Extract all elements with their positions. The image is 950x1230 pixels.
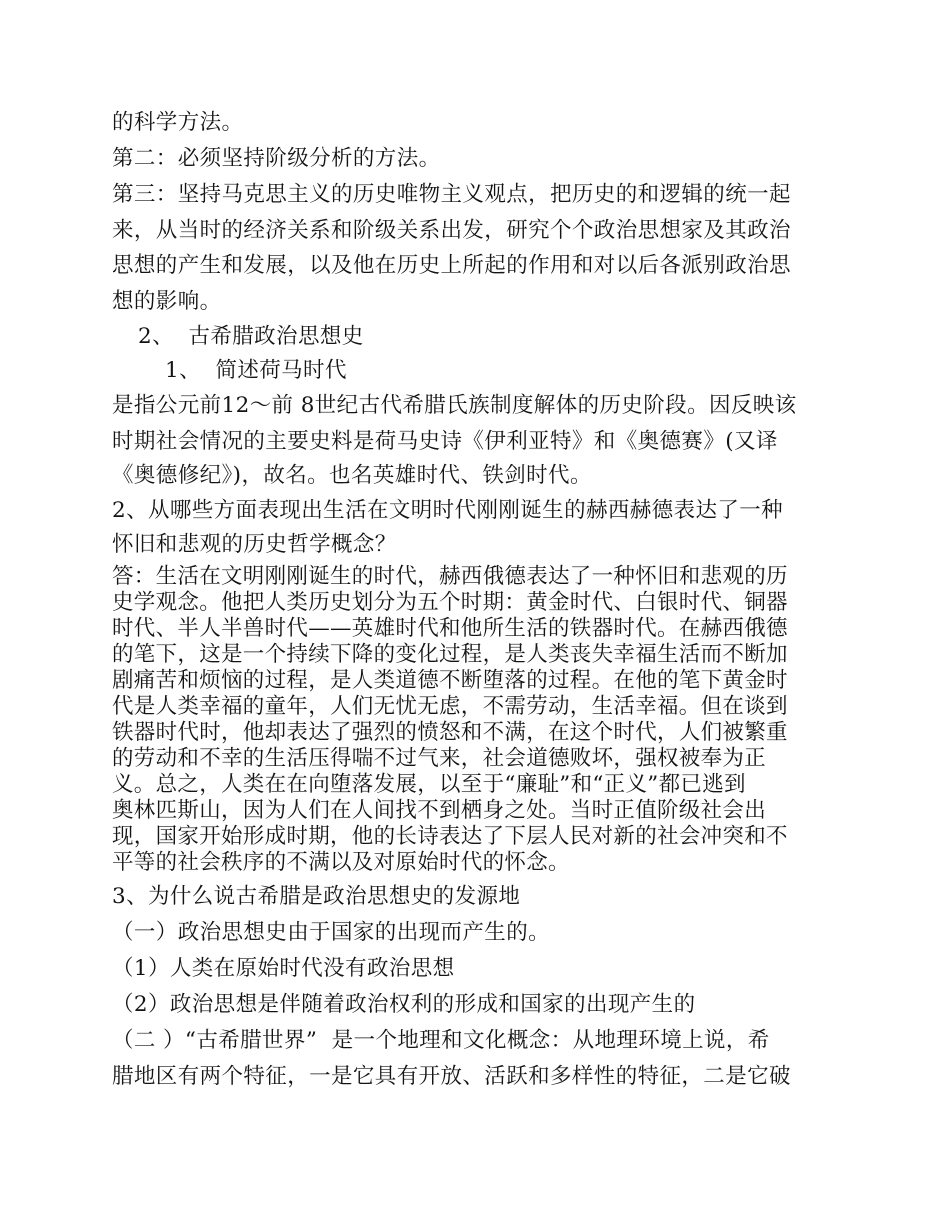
question-line: 2、从哪些方面表现出生活在文明时代刚刚诞生的赫西赫德表达了一种 bbox=[112, 498, 784, 523]
text-line: 的科学方法。 bbox=[112, 110, 244, 135]
text-line: 第三：坚持马克思主义的历史唯物主义观点，把历史的和逻辑的统一起 bbox=[112, 182, 791, 207]
answer-line: 平等的社会秩序的不满以及对原始时代的怀念。 bbox=[112, 850, 570, 875]
text-line: 来，从当时的经济关系和阶级关系出发，研究个个政治思想家及其政治 bbox=[112, 218, 791, 243]
answer-line: 铁器时代时，他却表达了强烈的愤怒和不满，在这个时代，人们被繁重 bbox=[112, 720, 788, 745]
answer-line: 现，国家开始形成时期，他的长诗表达了下层人民对新的社会冲突和不 bbox=[112, 824, 788, 849]
text-line: 时期社会情况的主要史料是荷马史诗《伊利亚特》和《奥德赛》(又译 bbox=[112, 429, 778, 454]
answer-line: 史学观念。他把人类历史划分为五个时期：黄金时代、白银时代、铜器 bbox=[112, 590, 788, 615]
text-line: （2）政治思想是伴随着政治权利的形成和国家的出现产生的 bbox=[112, 992, 696, 1017]
text-line: （一）政治思想史由于国家的出现而产生的。 bbox=[112, 920, 551, 945]
answer-line: 代是人类幸福的童年，人们无忧无虑，不需劳动，生活幸福。但在谈到 bbox=[112, 694, 788, 719]
text-line: 思想的产生和发展，以及他在历史上所起的作用和对以后各派别政治思 bbox=[112, 253, 791, 278]
question-line: 3、为什么说古希腊是政治思想史的发源地 bbox=[112, 884, 521, 909]
answer-line: 的笔下，这是一个持续下降的变化过程，是人类丧失幸福生活而不断加 bbox=[112, 642, 788, 667]
question-line: 怀旧和悲观的历史哲学概念？ bbox=[112, 532, 397, 557]
text-line: 腊地区有两个特征，一是它具有开放、活跃和多样性的特征，二是它破 bbox=[112, 1064, 791, 1089]
subsection-heading: 1、 简述荷马时代 bbox=[165, 358, 347, 383]
section-heading: 2、 古希腊政治思想史 bbox=[138, 324, 364, 349]
answer-line: 的劳动和不幸的生活压得喘不过气来，社会道德败坏，强权被奉为正 bbox=[112, 746, 767, 771]
text-line: 想的影响。 bbox=[112, 289, 222, 314]
text-line: （二 ）“古希腊世界” 是一个地理和文化概念：从地理环境上说，希 bbox=[112, 1028, 770, 1053]
text-line: 第二：必须坚持阶级分析的方法。 bbox=[112, 146, 441, 171]
text-line: 《奥德修纪》)，故名。也名英雄时代、铁剑时代。 bbox=[112, 463, 592, 488]
text-line: 是指公元前12～前 8世纪古代希腊氏族制度解体的历史阶段。因反映该 bbox=[112, 393, 797, 418]
answer-line: 义。总之，人类在在向堕落发展，以至于“廉耻”和“正义”都已逃到 bbox=[112, 772, 746, 797]
answer-line: 答：生活在文明刚刚诞生的时代，赫西俄德表达了一种怀旧和悲观的历 bbox=[112, 564, 788, 589]
answer-line: 奥林匹斯山，因为人们在人间找不到栖身之处。当时正值阶级社会出 bbox=[112, 798, 767, 823]
answer-line: 剧痛苦和烦恼的过程，是人类道德不断堕落的过程。在他的笔下黄金时 bbox=[112, 668, 788, 693]
text-line: （1）人类在原始时代没有政治思想 bbox=[112, 956, 455, 981]
answer-line: 时代、半人半兽时代——英雄时代和他所生活的铁器时代。在赫西俄德 bbox=[112, 616, 788, 641]
